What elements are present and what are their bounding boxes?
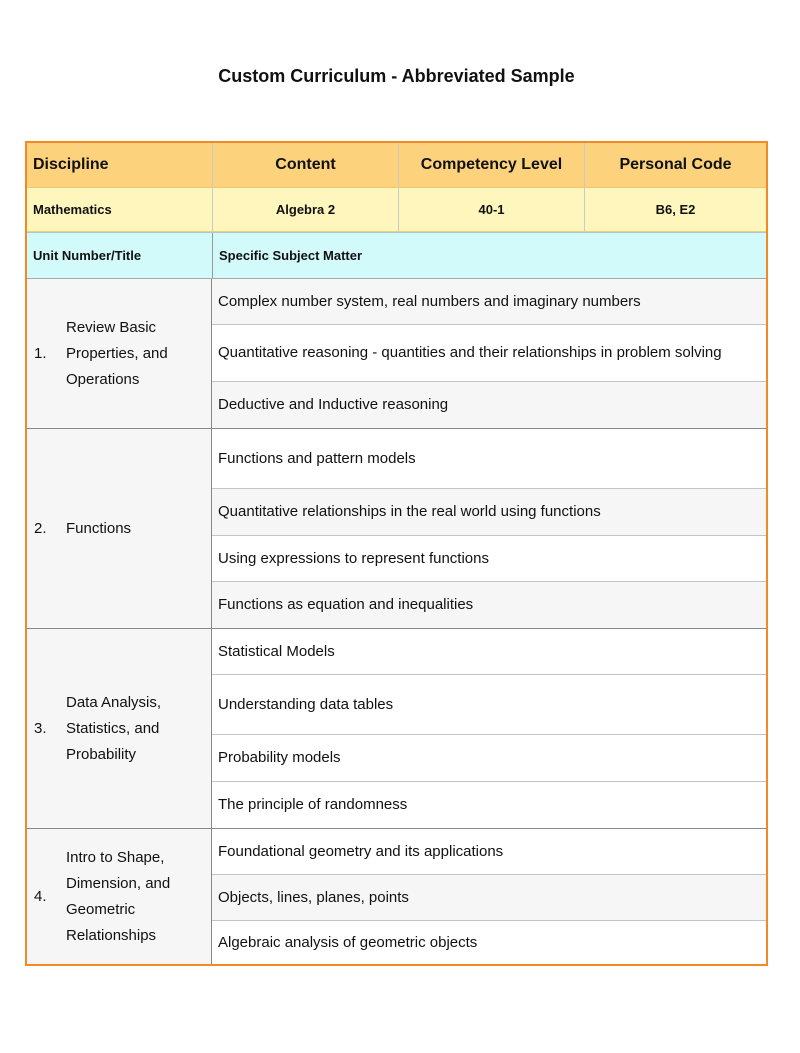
- unit-title: Data Analysis, Statistics, and Probability: [66, 693, 162, 763]
- unit-title-cell: [27, 629, 212, 828]
- unit-block-2: [27, 429, 766, 629]
- unit-number: 1.: [34, 344, 47, 362]
- curriculum-table: [25, 141, 768, 966]
- unit-title-cell: [27, 279, 212, 428]
- topic-row: Algebraic analysis of geometric objects: [218, 933, 478, 951]
- unit-title: Review Basic Properties, and Operations: [66, 318, 168, 388]
- unit-title: Functions: [66, 519, 132, 537]
- unit-block-3: [27, 629, 766, 829]
- topic-row: Quantitative reasoning - quantities and their relationships in problem solving: [212, 325, 766, 382]
- unit-block-1: [27, 279, 766, 429]
- unit-title-cell: [27, 829, 212, 964]
- unit-number: 4.: [34, 887, 47, 905]
- topic-row: Quantitative relationships in the real world using functions: [212, 489, 766, 536]
- unit-header-row: [27, 232, 766, 279]
- topic-row: Objects, lines, planes, points: [212, 875, 766, 921]
- topic-row: Statistical Models: [212, 629, 766, 675]
- document-title: Custom Curriculum - Abbreviated Sample: [218, 66, 575, 86]
- unit-title-cell: [27, 429, 212, 628]
- topic-row: Deductive and Inductive reasoning: [212, 382, 766, 428]
- topic-row: Understanding data tables: [212, 675, 766, 735]
- header-competency-level: Competency Level: [398, 143, 584, 187]
- unit-header-label: Unit Number/Title: [33, 248, 142, 263]
- topic-row: Functions and pattern models: [212, 429, 766, 489]
- topic-row: Probability models: [212, 735, 766, 782]
- topic-row: Using expressions to represent functions: [212, 536, 766, 582]
- topic-row: Complex number system, real numbers and imaginary numbers: [212, 279, 766, 325]
- topic-row: Foundational geometry and its applications: [212, 829, 766, 875]
- unit-block-4: [27, 829, 766, 964]
- unit-number: 3.: [34, 719, 47, 737]
- summary-content: Algebra 2: [212, 188, 398, 231]
- summary-personal-code: B6, E2: [584, 188, 766, 231]
- header-content: Content: [212, 143, 398, 187]
- topic-row: The principle of randomness: [218, 796, 408, 813]
- summary-discipline: Mathematics: [33, 202, 112, 217]
- summary-row: [27, 188, 766, 232]
- unit-title: Intro to Shape, Dimension, and Geometric Relationships: [66, 848, 171, 944]
- header-personal-code: Personal Code: [584, 143, 766, 187]
- topic-row: Functions as equation and inequalities: [212, 582, 766, 628]
- unit-number: 2.: [34, 519, 47, 537]
- header-discipline: Discipline: [33, 156, 109, 173]
- table-header-row: [27, 143, 766, 188]
- summary-competency-level: 40-1: [398, 188, 584, 231]
- subject-header-label: Specific Subject Matter: [212, 233, 766, 278]
